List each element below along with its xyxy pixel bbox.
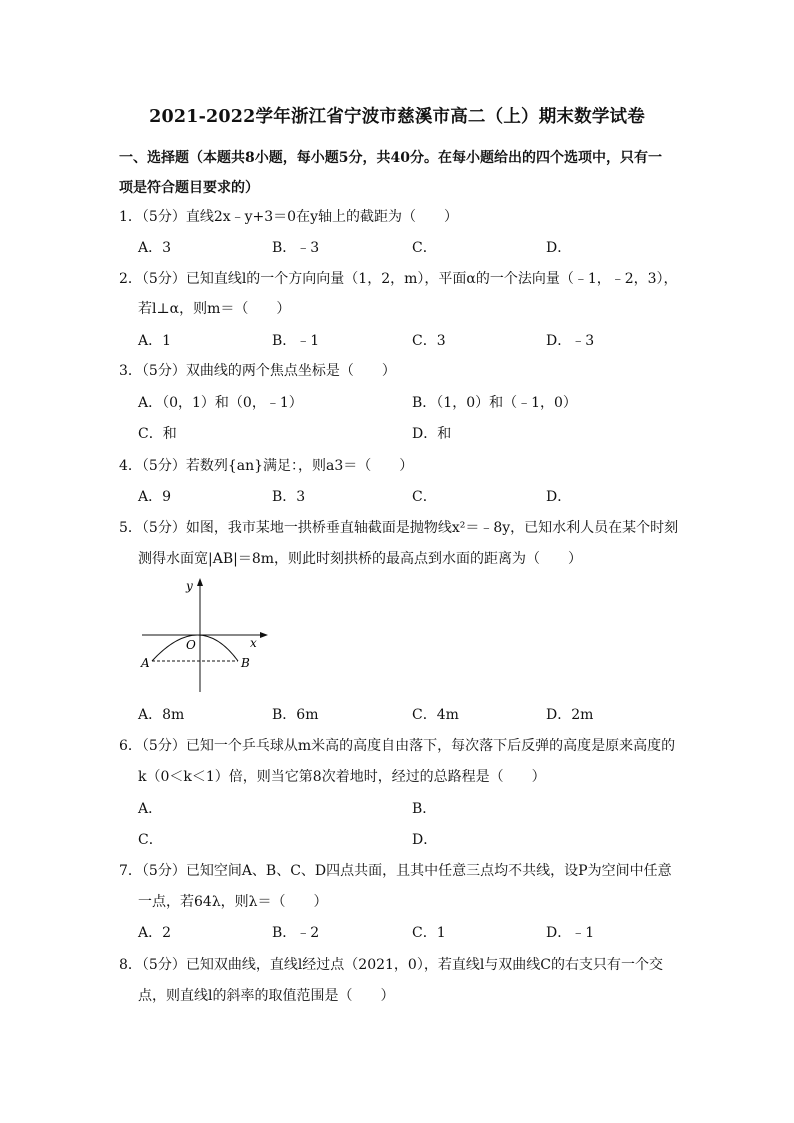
q2-option-a: A．1: [138, 333, 172, 349]
q7-option-b: B．﹣2: [272, 925, 320, 941]
y-axis-arrow: [197, 578, 203, 586]
q5-option-b: B．6m: [272, 707, 319, 723]
point-a-label: A: [141, 656, 150, 670]
x-axis-label: x: [250, 636, 257, 650]
section-heading-line-1: 一、选择题（本题共8小题，每小题5分，共40分。在每小题给出的四个选项中，只有一: [119, 150, 662, 166]
q7-option-c: C．1: [412, 925, 446, 941]
q3-option-b: B．（1，0）和（﹣1，0）: [412, 395, 577, 411]
q6-option-a: A．: [138, 801, 163, 817]
q1-option-a: A．3: [138, 240, 172, 256]
point-b-label: B: [241, 656, 250, 670]
question-5-text-line-1: 5．（5分）如图，我市某地一拱桥垂直轴截面是抛物线x²＝﹣8y，已知水利人员在某个时刻: [119, 520, 679, 536]
q4-option-d: D．: [546, 489, 572, 505]
page-title: 2021-2022学年浙江省宁波市慈溪市高二（上）期末数学试卷: [149, 107, 645, 127]
question-3-text: 3．（5分）双曲线的两个焦点坐标是（ ）: [119, 363, 396, 379]
y-axis-label: y: [186, 579, 193, 593]
q1-option-d: D．: [546, 240, 572, 256]
origin-label: O: [186, 638, 196, 652]
q1-option-b: B．﹣3: [272, 240, 320, 256]
question-4-text: 4．（5分）若数列{an}满足：，则a3＝（ ）: [119, 458, 414, 474]
q7-option-a: A．2: [138, 925, 172, 941]
x-axis-arrow: [260, 632, 268, 638]
section-heading-line-2: 项是符合题目要求的）: [119, 180, 259, 196]
q4-option-a: A．9: [138, 489, 172, 505]
q2-option-d: D．﹣3: [546, 333, 595, 349]
question-2-text-line-1: 2．（5分）已知直线l的一个方向向量（1，2，m），平面α的一个法向量（﹣1，﹣2，3），: [119, 271, 678, 287]
question-7-text-line-1: 7．（5分）已知空间A、B、C、D四点共面，且其中任意三点均不共线，设P为空间中任意: [119, 863, 672, 879]
q2-option-b: B．﹣1: [272, 333, 320, 349]
question-7-text-line-2: 一点，若64λ，则λ＝（ ）: [138, 894, 328, 910]
q6-option-b: B．: [412, 801, 437, 817]
question-5-text-line-2: 测得水面宽|AB|＝8m，则此时刻拱桥的最高点到水面的距离为（ ）: [138, 551, 583, 567]
q2-option-c: C．3: [412, 333, 446, 349]
question-1-text: 1．（5分）直线2x﹣y+3＝0在y轴上的截距为（ ）: [119, 209, 458, 225]
question-2-text-line-2: 若l⊥α，则m＝（ ）: [138, 301, 291, 317]
question-8-text-line-1: 8．（5分）已知双曲线，直线l经过点（2021，0），若直线l与双曲线C的右支只有一个交: [119, 957, 664, 973]
question-6-text-line-2: k（0＜k＜1）倍，则当它第8次着地时，经过的总路程是（ ）: [138, 769, 546, 785]
q7-option-d: D．﹣1: [546, 925, 595, 941]
parabola-arch-figure: [138, 574, 278, 704]
q3-option-a: A．（0，1）和（0，﹣1）: [138, 395, 303, 411]
q5-option-d: D．2m: [546, 707, 594, 723]
q4-option-b: B．3: [272, 489, 306, 505]
q5-option-c: C．4m: [412, 707, 459, 723]
q6-option-c: C．: [138, 832, 163, 848]
q4-option-c: C．: [412, 489, 437, 505]
question-6-text-line-1: 6．（5分）已知一个乒乓球从m米高的高度自由落下，每次落下后反弹的高度是原来高度的: [119, 738, 676, 754]
q6-option-d: D．: [412, 832, 438, 848]
q1-option-c: C．: [412, 240, 437, 256]
q3-option-d: D．和: [412, 426, 452, 442]
question-8-text-line-2: 点，则直线l的斜率的取值范围是（ ）: [138, 988, 395, 1004]
q3-option-c: C．和: [138, 426, 177, 442]
q5-option-a: A．8m: [138, 707, 185, 723]
